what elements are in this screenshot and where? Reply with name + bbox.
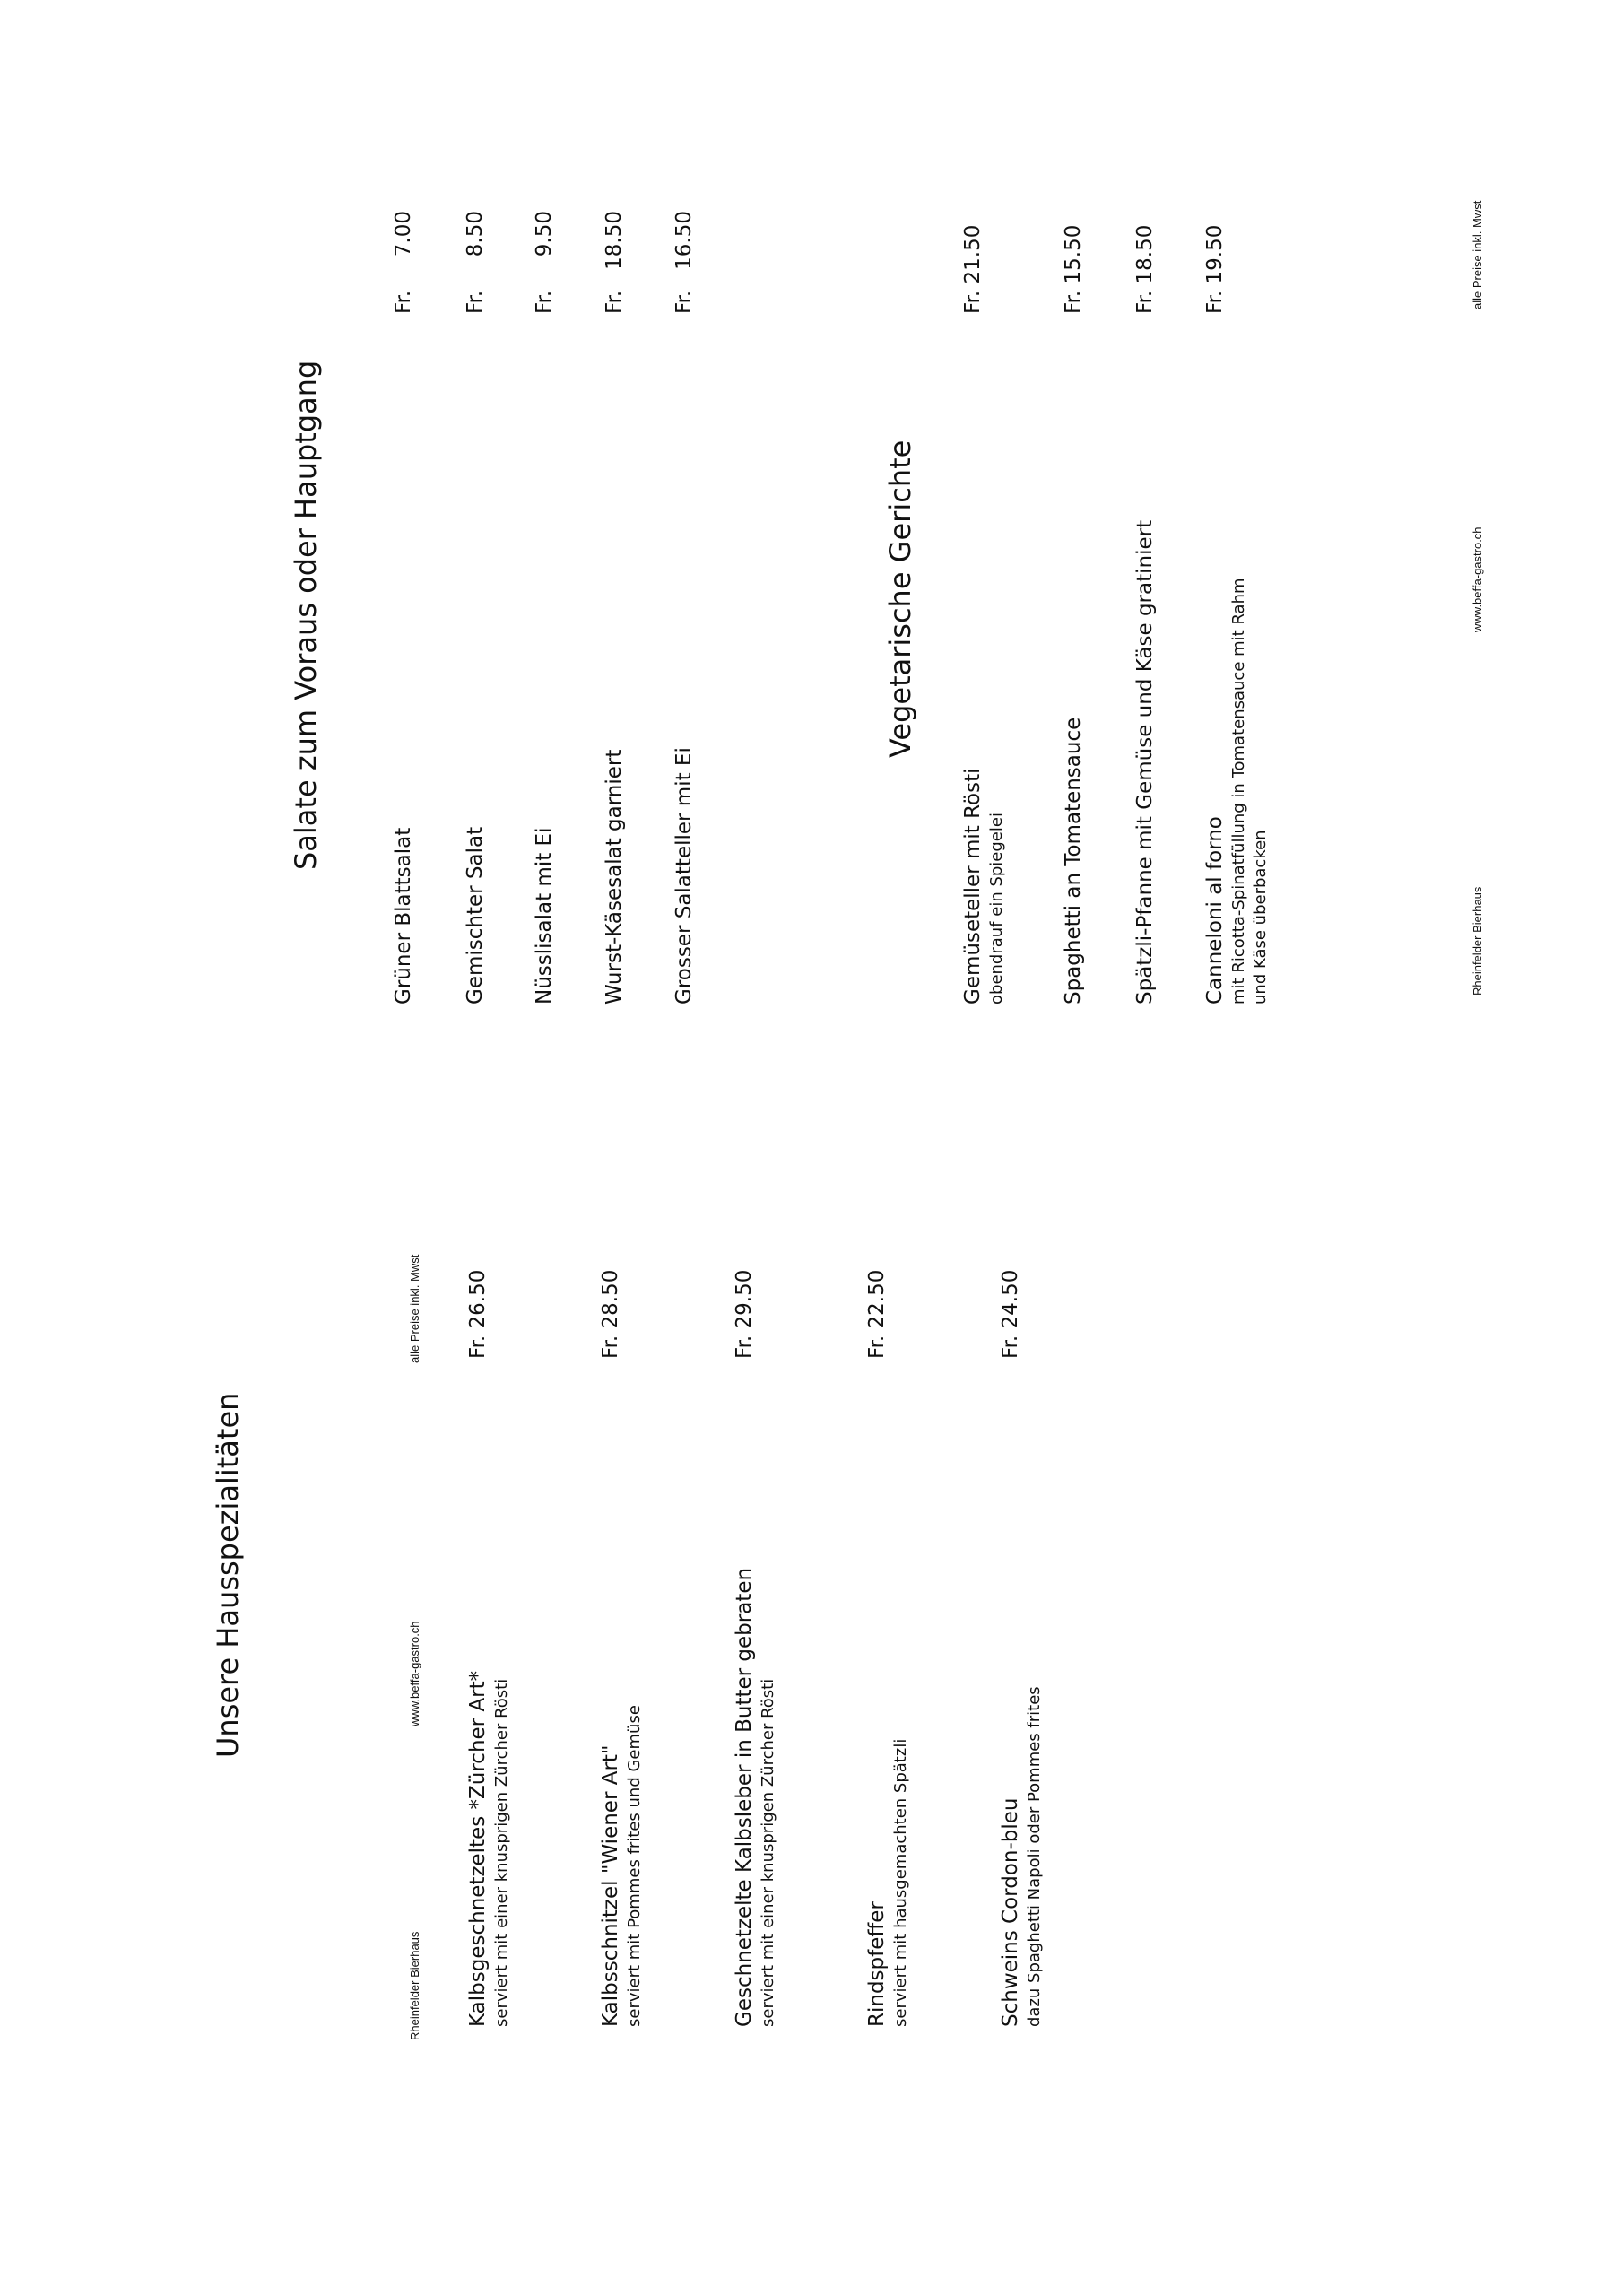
- dish-price: Fr. 21.50: [961, 224, 985, 314]
- dish-price: Fr. 29.50: [733, 1269, 756, 1359]
- price-amount: 16.50: [673, 211, 696, 270]
- dish-description: serviert mit hausgemachten Spätzli: [891, 1738, 910, 2027]
- footer-venue: Rheinfelder Bierhaus: [408, 1931, 421, 2040]
- dish-price: Fr. 18.50: [1133, 224, 1157, 314]
- section-title-salate: Salate zum Voraus oder Hauptgang: [289, 360, 323, 870]
- footer-vat-note: alle Preise inkl. Mwst: [408, 1254, 421, 1363]
- price-currency: Fr.: [673, 290, 696, 314]
- footer-venue: Rheinfelder Bierhaus: [1471, 886, 1484, 996]
- menu-item: [1202, 578, 1271, 1004]
- dish-description: serviert mit Pommes frites und Gemüse: [625, 1705, 644, 2027]
- dish-price: Fr. 28.50: [599, 1269, 622, 1359]
- dish-description: dazu Spaghetti Napoli oder Pommes frites: [1025, 1686, 1044, 2027]
- price-currency: Fr.: [392, 290, 415, 314]
- price-amount: 7.00: [392, 211, 415, 257]
- price-currency: Fr.: [464, 290, 487, 314]
- price-amount: 8.50: [464, 211, 487, 257]
- dish-description: obendrauf ein Spiegelei: [987, 813, 1006, 1004]
- dish-name: Geschnetzelte Kalbsleber in Butter gebraten: [733, 1567, 756, 2027]
- dish-name: Spätzli-Pfanne mit Gemüse und Käse gratiniert: [1133, 519, 1157, 1004]
- dish-name: Canneloni al forno: [1203, 816, 1227, 1004]
- footer-website: www.beffa-gastro.ch: [408, 1621, 421, 1726]
- menu-item: [464, 1671, 513, 2027]
- dish-description: mit Ricotta-Spinatfüllung in Tomatensauce mit Rahm: [1229, 578, 1248, 1004]
- dish-name: Schweins Cordon-bleu: [999, 1797, 1022, 2027]
- menu-item: [731, 1568, 779, 2027]
- price-currency: Fr.: [603, 290, 626, 314]
- menu-item: [597, 1705, 646, 2027]
- footer-website: www.beffa-gastro.ch: [1471, 526, 1484, 632]
- dish-price: Fr. 24.50: [999, 1269, 1022, 1359]
- salad-name: Grüner Blattsalat: [392, 827, 415, 1004]
- salad-name: Gemischter Salat: [464, 826, 487, 1004]
- dish-name: Kalbsschnitzel "Wiener Art": [599, 1744, 622, 2027]
- section-title-vegetarisch: Vegetarische Gerichte: [883, 439, 917, 758]
- menu-item: [959, 769, 1008, 1005]
- dish-price: Fr. 22.50: [865, 1269, 889, 1359]
- price-amount: 18.50: [603, 211, 626, 270]
- dish-description: serviert mit einer knusprigen Zürcher Rösti: [759, 1678, 777, 2027]
- dish-name: Rindspfeffer: [865, 1901, 889, 2027]
- dish-name: Spaghetti an Tomatensauce: [1062, 717, 1085, 1004]
- price-currency: Fr.: [533, 290, 556, 314]
- price-amount: 9.50: [533, 211, 556, 257]
- dish-description: und Käse überbacken: [1251, 830, 1270, 1004]
- dish-name: Kalbsgeschnetzeltes *Zürcher Art*: [466, 1670, 490, 2027]
- dish-name: Gemüseteller mit Rösti: [961, 768, 985, 1004]
- dish-description: serviert mit einer knusprigen Zürcher Rösti: [492, 1678, 511, 2027]
- dish-price: Fr. 26.50: [466, 1269, 490, 1359]
- salad-name: Grosser Salatteller mit Ei: [673, 747, 696, 1004]
- section-title-hausspezialitaeten: Unsere Hausspezialitäten: [211, 1392, 245, 1758]
- salad-name: Wurst-Käsesalat garniert: [603, 749, 626, 1004]
- dish-price: Fr. 15.50: [1062, 224, 1085, 314]
- salad-name: Nüsslisalat mit Ei: [533, 827, 556, 1004]
- dish-price: Fr. 19.50: [1203, 224, 1227, 314]
- menu-item: [997, 1686, 1046, 2027]
- footer-vat-note: alle Preise inkl. Mwst: [1471, 200, 1484, 309]
- menu-item: [864, 1739, 912, 2027]
